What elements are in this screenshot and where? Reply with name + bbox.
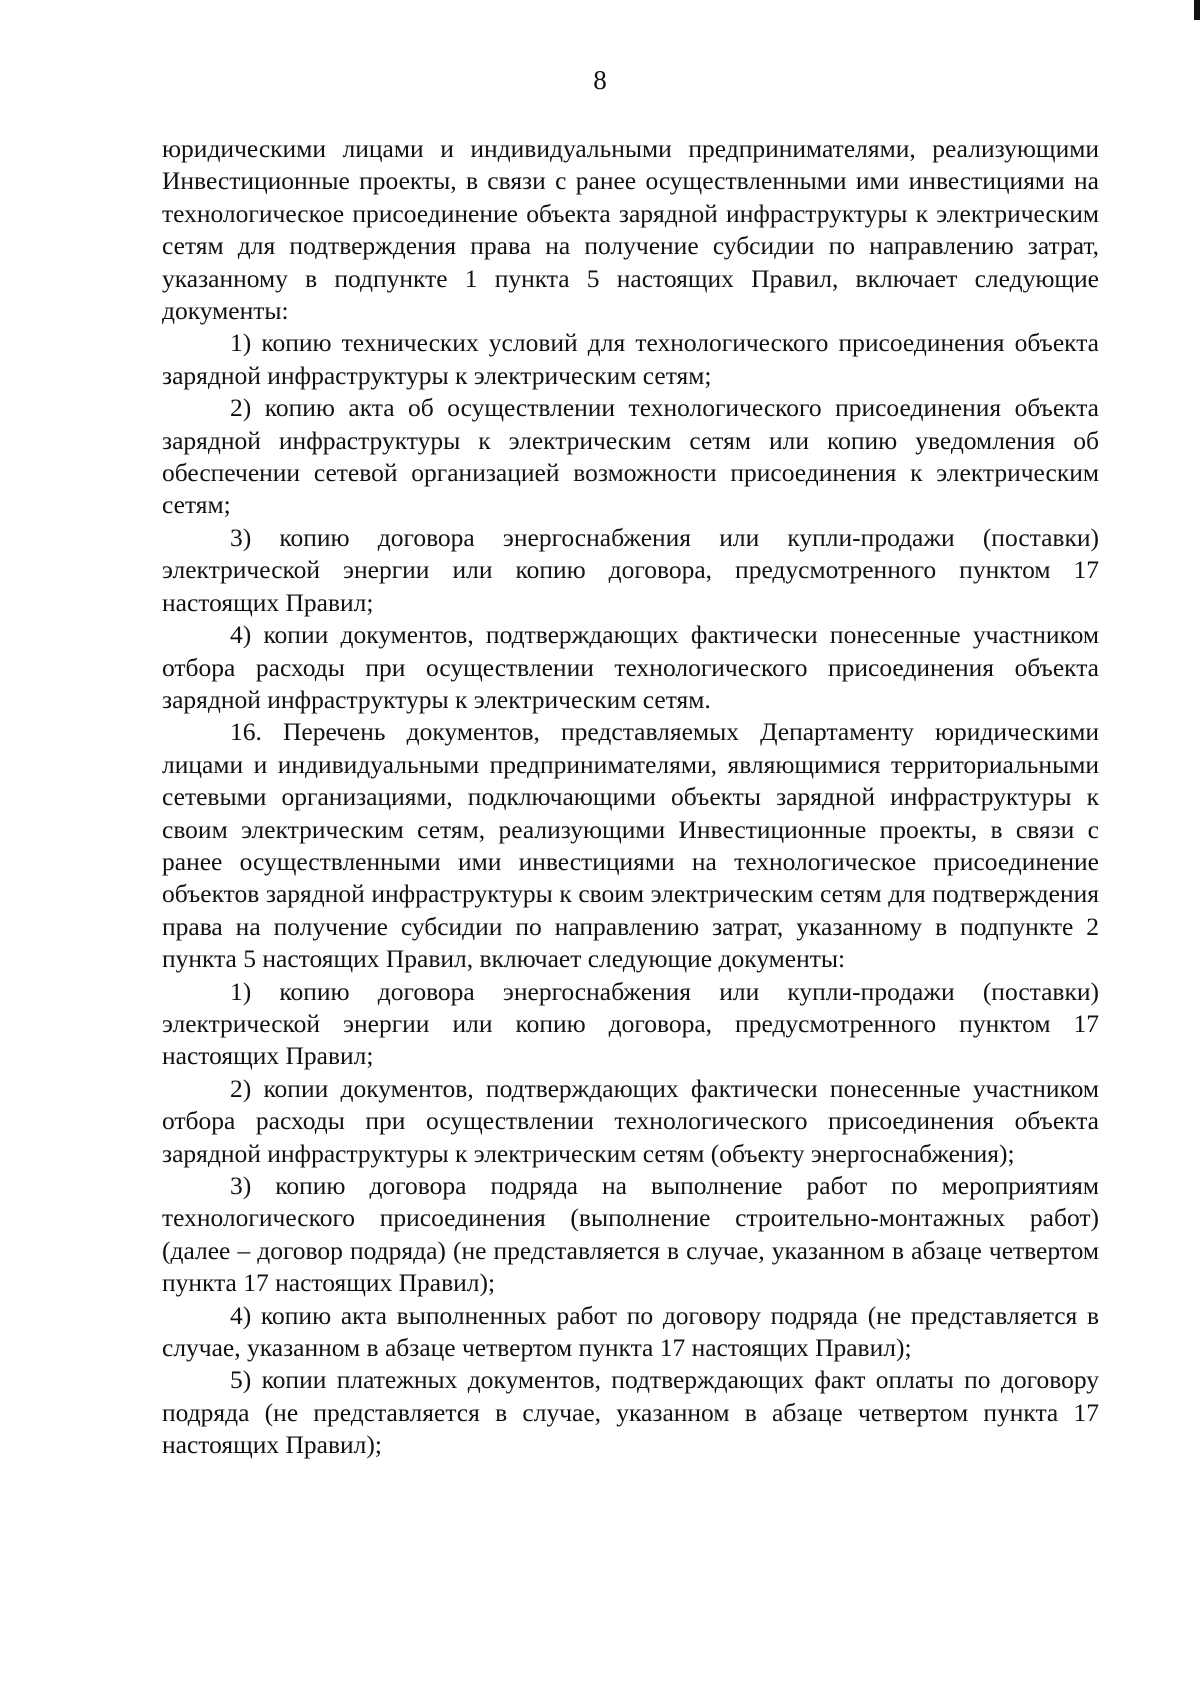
- list-item-4: 4) копии документов, подтверждающих фактически понесенные участником отбора расходы при осуществлении технологического присоединения объекта зарядной инфраструктуры к электрическим сетям.: [162, 620, 1099, 714]
- document-body: [162, 133, 1099, 1462]
- clause-16-item-4: 4) копию акта выполненных работ по договору подряда (не представляется в случае, указанном в абзаце четвертом пункта 17 настоящих Правил);: [162, 1300, 1099, 1363]
- scan-edge-mark: [1194, 0, 1200, 20]
- paragraph-continuation: юридическими лицами и индивидуальными предпринимателями, реализующими Инвестиционные проекты, в связи с ранее осуществленными ими инвестициями на технологическое присоединение объекта зарядной инфраструктуры к электрическим сетям для подтверждения права на получение субсидии по направлению затрат, указанному в подпункте 1 пункта 5 настоящих Правил, включает следующие документы:: [162, 134, 1099, 326]
- list-item-1: 1) копию технических условий для технологического присоединения объекта зарядной инфраструктуры к электрическим сетям;: [162, 328, 1099, 390]
- clause-16-item-1: 1) копию договора энергоснабжения или купли-продажи (поставки) электрической энергии или копию договора, предусмотренного пунктом 17 настоящих Правил;: [162, 976, 1099, 1071]
- clause-16: 16. Перечень документов, представляемых Департаменту юридическими лицами и индивидуальными предпринимателями, являющимися территориальными сетевыми организациями, подключающими объекты зарядной инфраструктуры к своим электрическим сетям, реализующими Инвестиционные проекты, в связи с ранее осуществленными ими инвестициями на технологическое присоединение объектов зарядной инфраструктуры к своим электрическим сетям для подтверждения права на получение субсидии по направлению затрат, указанному в подпункте 2 пункта 5 настоящих Правил, включает следующие документы:: [162, 717, 1099, 974]
- list-item-2: 2) копию акта об осуществлении технологического присоединения объекта зарядной инфраструктуры к электрическим сетям или копию уведомления об обеспечении сетевой организацией возможности присоединения к электрическим сетям;: [162, 393, 1099, 520]
- list-item-3: 3) копию договора энергоснабжения или купли-продажи (поставки) электрической энергии или копию договора, предусмотренного пунктом 17 настоящих Правил;: [162, 522, 1099, 617]
- clause-16-item-2: 2) копии документов, подтверждающих фактически понесенные участником отбора расходы при осуществлении технологического присоединения объекта зарядной инфраструктуры к электрическим сетям (объекту энергоснабжения);: [162, 1073, 1099, 1168]
- page-number: 8: [593, 65, 607, 95]
- clause-16-item-3: 3) копию договора подряда на выполнение работ по мероприятиям технологического присоединения (выполнение строительно-монтажных работ) (далее – договор подряда) (не представляется в случае, указанном в абзаце четвертом пункта 17 настоящих Правил);: [162, 1171, 1099, 1298]
- clause-16-item-5: 5) копии платежных документов, подтверждающих факт оплаты по договору подряда (не представляется в случае, указанном в абзаце четвертом пункта 17 настоящих Правил);: [162, 1365, 1099, 1460]
